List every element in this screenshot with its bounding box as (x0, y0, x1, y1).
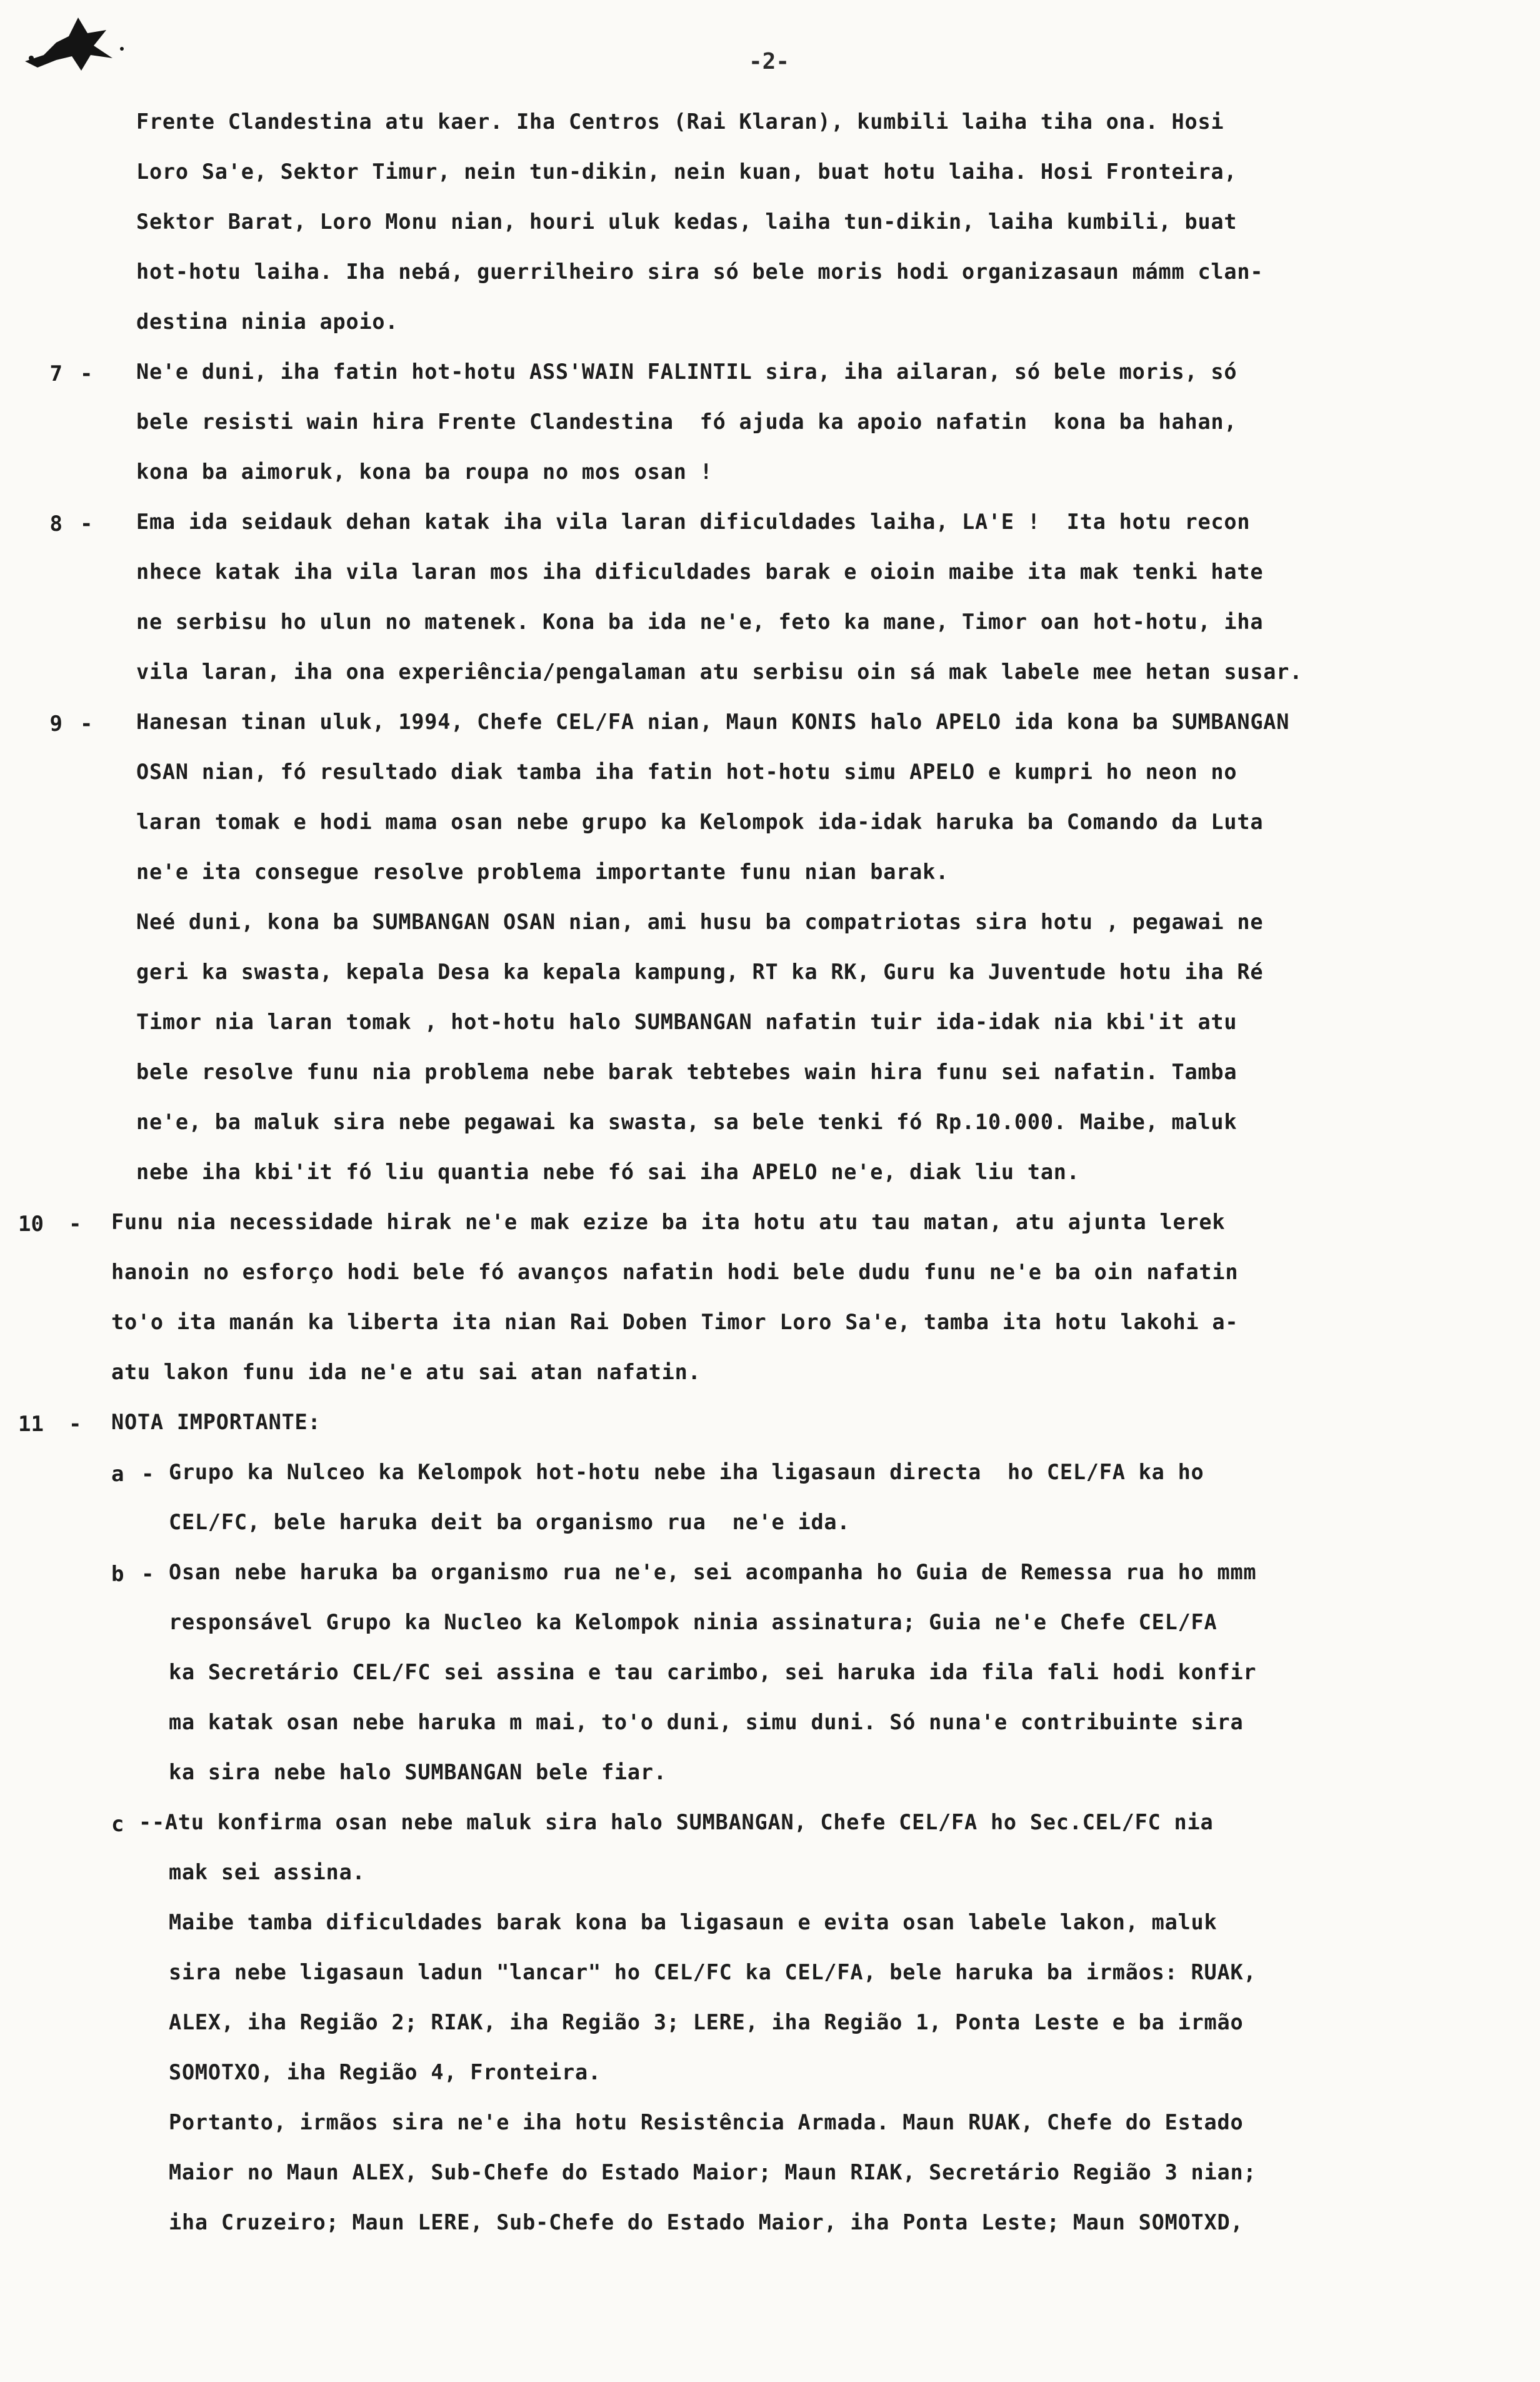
text-line: nhece katak iha vila laran mos iha dificuldades barak e oioin maibe ita mak tenki hate (136, 560, 1264, 584)
text-line: vila laran, iha ona experiência/pengalaman atu serbisu oin sá mak labele mee hetan susar. (136, 660, 1303, 684)
text-line: ma katak osan nebe haruka m mai, to'o duni, simu duni. Só nuna'e contribuinte sira (169, 1710, 1244, 1734)
text-line: ne'e ita consegue resolve problema importante funu nian barak. (136, 860, 949, 884)
text-line: geri ka swasta, kepala Desa ka kepala kampung, RT ka RK, Guru ka Juventude hotu iha Ré (136, 960, 1264, 984)
paragraph-number: 9 (49, 711, 62, 736)
text-line: hanoin no esforço hodi bele fó avanços nafatin hodi bele dudu funu ne'e ba oin nafatin (111, 1260, 1239, 1284)
text-line: ALEX, iha Região 2; RIAK, iha Região 3; LERE, iha Região 1, Ponta Leste e ba irmão (169, 2010, 1244, 2034)
text-line: nebe iha kbi'it fó liu quantia nebe fó sai iha APELO ne'e, diak liu tan. (136, 1160, 1080, 1184)
text-line: atu lakon funu ida ne'e atu sai atan nafatin. (111, 1360, 701, 1384)
text-line: SOMOTXO, iha Região 4, Fronteira. (169, 2060, 601, 2084)
subitem-dash: - (141, 1462, 154, 1487)
subitem-letter: c (111, 1812, 124, 1837)
text-line: Timor nia laran tomak , hot-hotu halo SUMBANGAN nafatin tuir ida-idak nia kbi'it atu (136, 1010, 1238, 1034)
text-line: responsável Grupo ka Nucleo ka Kelompok ninia assinatura; Guia ne'e Chefe CEL/FA (169, 1610, 1218, 1634)
subitem-letter: a (111, 1462, 124, 1487)
text-line: mak sei assina. (169, 1860, 366, 1884)
text-line: iha Cruzeiro; Maun LERE, Sub-Chefe do Estado Maior, iha Ponta Leste; Maun SOMOTXD, (169, 2210, 1244, 2234)
text-line: OSAN nian, fó resultado diak tamba iha fatin hot-hotu simu APELO e kumpri ho neon no (136, 760, 1238, 784)
ink-stain-icon (19, 11, 150, 80)
text-line: Osan nebe haruka ba organismo rua ne'e, sei acompanha ho Guia de Remessa rua ho mmm (169, 1560, 1257, 1584)
paragraph-number: 7 (49, 361, 62, 386)
text-line: ka Secretário CEL/FC sei assina e tau carimbo, sei haruka ida fila fali hodi konfir (169, 1660, 1257, 1684)
text-line: CEL/FC, bele haruka deit ba organismo rua ne'e ida. (169, 1510, 851, 1534)
text-line: bele resolve funu nia problema nebe barak tebtebes wain hira funu sei nafatin. Tamba (136, 1060, 1238, 1084)
subitem-dash: - (141, 1562, 154, 1587)
paragraph-dash: - (80, 711, 93, 736)
text-line: destina ninia apoio. (136, 309, 399, 334)
text-line: Loro Sa'e, Sektor Timur, nein tun-dikin, nein kuan, buat hotu laiha. Hosi Fronteira, (136, 159, 1238, 184)
text-line: Hanesan tinan uluk, 1994, Chefe CEL/FA nian, Maun KONIS halo APELO ida kona ba SUMBANGAN (136, 710, 1290, 734)
paragraph-number: 10 (18, 1212, 44, 1237)
text-line: Funu nia necessidade hirak ne'e mak ezize ba ita hotu atu tau matan, atu ajunta lerek (111, 1210, 1226, 1234)
text-line: hot-hotu laiha. Iha nebá, guerrilheiro sira só bele moris hodi organizasaun mámm clan- (136, 259, 1264, 284)
paragraph-dash: - (69, 1212, 82, 1237)
text-line: kona ba aimoruk, kona ba roupa no mos osan ! (136, 460, 713, 484)
text-line: to'o ita manán ka liberta ita nian Rai Doben Timor Loro Sa'e, tamba ita hotu lakohi a- (111, 1310, 1239, 1334)
page-number: -2- (749, 49, 790, 74)
text-line: Neé duni, kona ba SUMBANGAN OSAN nian, ami husu ba compatriotas sira hotu , pegawai ne (136, 910, 1264, 934)
text-line: Sektor Barat, Loro Monu nian, houri uluk kedas, laiha tun-dikin, laiha kumbili, buat (136, 209, 1238, 234)
section-heading: NOTA IMPORTANTE: (111, 1410, 321, 1434)
text-line: ka sira nebe halo SUMBANGAN bele fiar. (169, 1760, 667, 1784)
text-line: sira nebe ligasaun ladun "lancar" ho CEL/FC ka CEL/FA, bele haruka ba irmãos: RUAK, (169, 1960, 1257, 1984)
text-line: Ema ida seidauk dehan katak iha vila laran dificuldades laiha, LA'E ! Ita hotu recon (136, 510, 1251, 534)
text-line: Maibe tamba dificuldades barak kona ba ligasaun e evita osan labele lakon, maluk (169, 1910, 1218, 1934)
paragraph-number: 11 (18, 1412, 44, 1437)
paragraph-dash: - (80, 361, 93, 386)
paragraph-dash: - (80, 511, 93, 536)
text-line: laran tomak e hodi mama osan nebe grupo ka Kelompok ida-idak haruka ba Comando da Luta (136, 810, 1264, 834)
paragraph-dash: - (69, 1412, 82, 1437)
text-line: Grupo ka Nulceo ka Kelompok hot-hotu nebe iha ligasaun directa ho CEL/FA ka ho (169, 1460, 1204, 1484)
subitem-letter: b (111, 1562, 124, 1587)
text-line: Maior no Maun ALEX, Sub-Chefe do Estado Maior; Maun RIAK, Secretário Região 3 nian; (169, 2160, 1257, 2184)
text-line: Frente Clandestina atu kaer. Iha Centros (Rai Klaran), kumbili laiha tiha ona. Hosi (136, 109, 1224, 134)
text-line: ne'e, ba maluk sira nebe pegawai ka swasta, sa bele tenki fó Rp.10.000. Maibe, maluk (136, 1110, 1238, 1134)
text-line: Ne'e duni, iha fatin hot-hotu ASS'WAIN FALINTIL sira, iha ailaran, só bele moris, só (136, 359, 1238, 384)
text-line: ne serbisu ho ulun no matenek. Kona ba ida ne'e, feto ka mane, Timor oan hot-hotu, iha (136, 610, 1264, 634)
text-line: bele resisti wain hira Frente Clandestina fó ajuda ka apoio nafatin kona ba hahan, (136, 410, 1238, 434)
paragraph-number: 8 (49, 511, 62, 536)
text-line: Portanto, irmãos sira ne'e iha hotu Resistência Armada. Maun RUAK, Chefe do Estado (169, 2110, 1244, 2134)
text-line: --Atu konfirma osan nebe maluk sira halo SUMBANGAN, Chefe CEL/FA ho Sec.CEL/FC nia (139, 1810, 1214, 1834)
